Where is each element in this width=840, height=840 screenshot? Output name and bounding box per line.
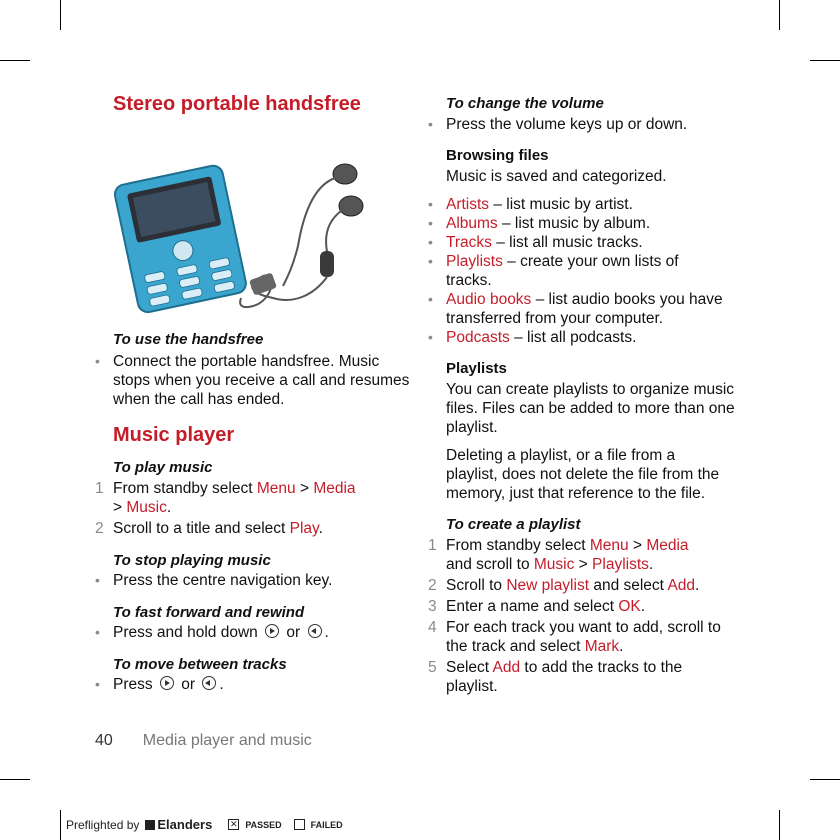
passed-checkbox: ✕ (230, 819, 238, 829)
bullet-list (428, 195, 746, 347)
list-item: 1 From standby select Menu > Media and scroll to Music > Playlists. (428, 537, 689, 573)
bullet-icon: • (428, 234, 433, 250)
list-item: 3 Enter a name and select OK. (428, 598, 646, 615)
failed-checkbox (294, 819, 305, 830)
crop-mark (60, 0, 61, 30)
bullet-icon: • (95, 624, 100, 640)
section-title: Stereo portable handsfree (113, 93, 361, 115)
paragraph: Music is saved and categorized. (446, 168, 667, 185)
bullet-icon: • (428, 215, 433, 231)
step-number: 5 (428, 659, 437, 676)
list-item: • Press the centre navigation key. (95, 572, 333, 589)
step-number: 3 (428, 598, 437, 615)
elanders-logo: Elanders (145, 817, 212, 832)
section-name: Media player and music (142, 732, 312, 749)
nav-left-icon (308, 624, 322, 638)
section-title: Music player (113, 424, 235, 446)
step-number: 1 (428, 537, 437, 554)
menu-term: Play (289, 520, 319, 537)
list-item: 4 For each track you want to add, scroll to the track and select Mark. (428, 619, 721, 655)
preflight-stamp (66, 817, 343, 832)
menu-term: OK (618, 598, 641, 615)
failed-label: FAILED (310, 819, 343, 830)
numbered-list (428, 536, 746, 696)
subheading: To play music (113, 459, 213, 476)
list-item: • Albums – list music by album. (428, 215, 651, 232)
subheading: To use the handsfree (113, 331, 264, 348)
list-item: • Press and hold down or . (95, 624, 329, 641)
nav-right-icon (160, 676, 174, 690)
menu-term: Playlists (446, 253, 503, 270)
list-item: 5 Select Add to add the tracks to the playlist. (428, 659, 683, 695)
subheading: To fast forward and rewind (113, 604, 305, 621)
subheading: Playlists (446, 360, 507, 377)
bullet-icon: • (428, 116, 433, 132)
list-item: • Press or . (95, 676, 224, 693)
nav-left-icon (202, 676, 216, 690)
phone-handsfree-illustration (113, 126, 373, 316)
page-footer (95, 732, 312, 750)
bullet-icon: • (428, 196, 433, 212)
menu-term: Music (533, 556, 575, 573)
menu-term: Add (667, 577, 696, 594)
crop-mark (779, 810, 780, 840)
subheading: To change the volume (446, 95, 604, 112)
page-number: 40 (95, 732, 113, 749)
subheading: To move between tracks (113, 656, 287, 673)
menu-term: Add (492, 659, 521, 676)
list-item: • Press the volume keys up or down. (428, 116, 688, 133)
bullet-list (95, 571, 413, 590)
right-column (428, 94, 746, 696)
bullet-list (428, 115, 746, 134)
paragraph: Deleting a playlist, or a file from a playlist, does not delete the file from the memory, just that reference to the file. (446, 447, 720, 502)
crop-mark (779, 0, 780, 30)
bullet-icon: • (95, 353, 100, 369)
menu-term: Audio books (446, 291, 532, 308)
menu-term: Podcasts (446, 329, 510, 346)
bullet-icon: • (428, 329, 433, 345)
menu-term: Menu (256, 480, 296, 497)
crop-mark (810, 60, 840, 61)
step-number: 2 (95, 520, 104, 537)
bullet-icon: • (428, 253, 433, 269)
menu-term: Menu (589, 537, 629, 554)
bullet-list (95, 623, 413, 642)
menu-term: New playlist (506, 577, 590, 594)
list-item: • Connect the portable handsfree. Music stops when you receive a call and resumes when the call has ended. (95, 353, 410, 408)
bullet-icon: • (95, 676, 100, 692)
list-item: • Playlists – create your own lists of tracks. (428, 253, 679, 289)
list-item: 2 Scroll to New playlist and select Add. (428, 577, 700, 594)
bullet-icon: • (428, 291, 433, 307)
numbered-list (95, 479, 413, 538)
subheading: To create a playlist (446, 516, 581, 533)
subheading: To stop playing music (113, 552, 271, 569)
list-item: • Podcasts – list all podcasts. (428, 329, 637, 346)
menu-term: Playlists (592, 556, 649, 573)
nav-right-icon (265, 624, 279, 638)
preflight-label: Preflighted by (66, 817, 140, 832)
crop-mark (810, 779, 840, 780)
bullet-icon: • (95, 572, 100, 588)
menu-term: Media (646, 537, 689, 554)
menu-term: Media (313, 480, 356, 497)
left-column (95, 92, 413, 694)
list-item: • Tracks – list all music tracks. (428, 234, 643, 251)
menu-term: Tracks (446, 234, 492, 251)
menu-term: Albums (446, 215, 498, 232)
passed-label: PASSED (245, 819, 282, 830)
bullet-list (95, 352, 413, 409)
paragraph: You can create playlists to organize music files. Files can be added to more than one playlist. (446, 381, 735, 436)
crop-mark (0, 779, 30, 780)
list-item: 2 Scroll to a title and select Play. (95, 520, 323, 537)
step-number: 4 (428, 619, 437, 636)
list-item: 1 From standby select Menu > Media > Music. (95, 480, 356, 516)
step-number: 2 (428, 577, 437, 594)
crop-mark (0, 60, 30, 61)
bullet-list (95, 675, 413, 694)
menu-term: Mark (584, 638, 620, 655)
menu-term: Music (126, 499, 167, 516)
subheading: Browsing files (446, 147, 549, 164)
step-number: 1 (95, 480, 104, 497)
list-item: • Artists – list music by artist. (428, 196, 633, 213)
list-item: • Audio books – list audio books you have transferred from your computer. (428, 291, 723, 327)
crop-mark (60, 810, 61, 840)
menu-term: Artists (446, 196, 490, 213)
